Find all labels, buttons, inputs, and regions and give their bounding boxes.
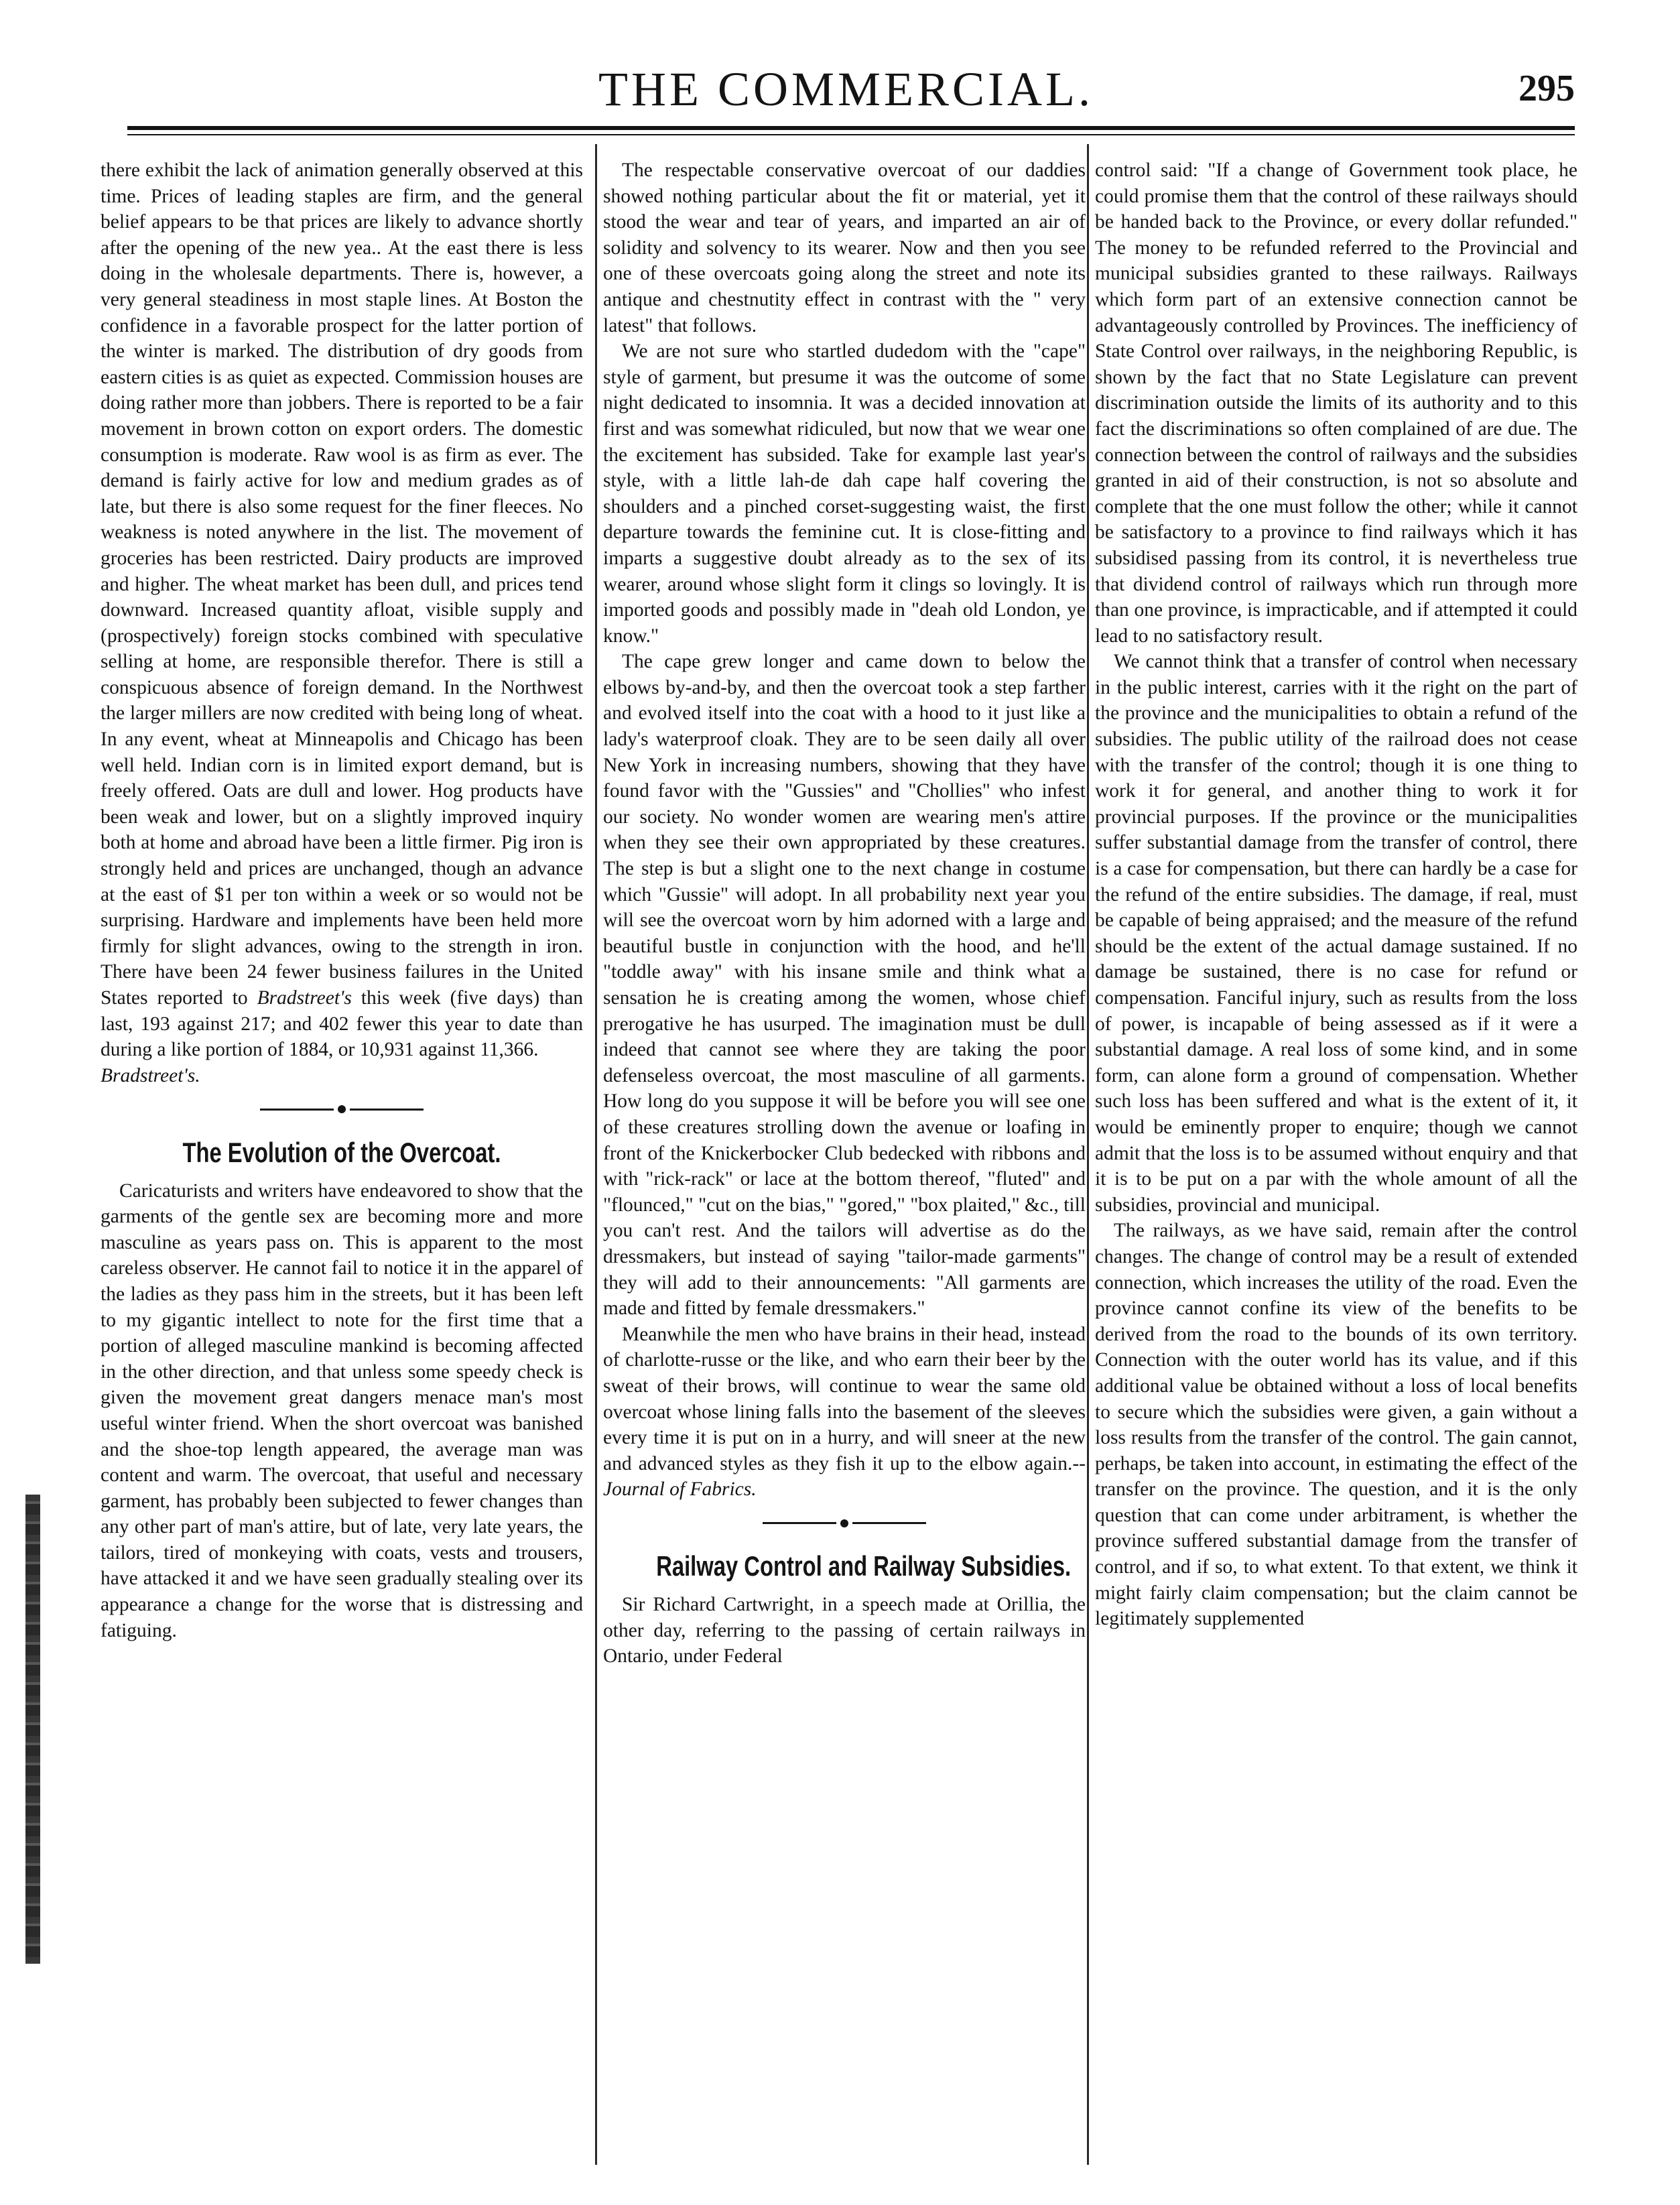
overcoat-paragraph xyxy=(603,1322,1086,1503)
trade-report-source-inline: Bradstreet's xyxy=(257,987,352,1009)
column-1 xyxy=(101,158,583,1643)
column-3 xyxy=(1095,158,1577,1632)
section-ornament xyxy=(101,1095,583,1121)
masthead xyxy=(117,56,1575,123)
header-rule-thick xyxy=(127,126,1575,130)
column-2 xyxy=(603,158,1086,1670)
railway-paragraph: control said: "If a change of Government took place, he could promise them that the control of these railways should be handed back to the Province, or every dollar refunded." The money to be refunded referred to the Provincial and municipal subsidies granted to these railways. Railways which form part of an extensive connection cannot be advantageously controlled by Provinces. The inefficiency of State Control over railways, in the neighboring Republic, is shown by the fact that no State Legislature can prevent discrimination outside the limits of its authority and to this fact the discriminations so often complained of are due. The connection between the control of railways and the subsidies granted in aid of their construction, is not so absolute and complete that the one must follow the other; while it cannot be satisfactory to a province to find railways which it has subsidised passing from its control, it is nevertheless true that dividend control of railways which run through more than one province, is impracticable, and if attempted it could lead to no satisfactory result. xyxy=(1095,160,1577,647)
trade-report-text-end: this week (five days) than last, 193 against 217; and 402 fewer this year to date than during a like portion of 1884, or 10,931 against 11,366. xyxy=(101,987,583,1061)
newspaper-title: THE COMMERCIAL. xyxy=(598,62,1094,116)
railway-article-heading: Railway Control and Railway Subsidies. xyxy=(656,1550,1072,1582)
margin-binding-mark xyxy=(25,1495,40,1964)
overcoat-source: Journal of Fabrics. xyxy=(603,1478,757,1501)
overcoat-paragraph: We are not sure who startled dudedom with the "cape" style of garment, but presume it was the outcome of some night dedicated to insomnia. It was a decided innovation at first and was somewhat ridiculed, but now that we wear one the excitement has subsided. Take for example last year's style, with a little lah-de dah cape half covering the shoulders and a pinched corset-suggesting waist, the first departure towards the feminine cut. It is close-fitting and imparts a suggestive doubt already as to the sex of its wearer, around whose slight form it clings so lovingly. It is imported goods and possibly made in "deah old London, ye know." xyxy=(603,340,1086,647)
overcoat-paragraph: The cape grew longer and came down to below the elbows by-and-by, and then the overcoat took a step farther and evolved itself into the coat with a hood to it just like a lady's waterproof cloak. They are to be seen daily all over New York in increasing numbers, showing that they have found favor with the "Gussies" and "Chollies" who infest our society. No wonder women are wearing men's attire when they see their own appropriated by these creatures. The step is but a slight one to the next change in costume which "Gussie" will adopt. In all probability next year you will see the overcoat worn by him adorned with a large and beautiful bustle in conjunction with the hood, and he'll "toddle away" with his insane smile and think what a sensation he is creating among the women, whose chief prerogative he has usurped. The imagination must be dull indeed that cannot see where they are taking the poor defenseless overcoat, the most masculine of all garments. How long do you suppose it will be before you will see one of these creatures strolling down the avenue or loafing in front of the Knickerbocker Club bedecked with ribbons and with "rick-rack" or lace at the bottom thereof, "fluted" and "flounced," "cut on the bias," "gored," "box plaited," &c., till you can't rest. And the tailors will advertise as do the dressmakers, but instead of saying "tailor-made garments" they will add to their announcements: "All garments are made and fitted by female dressmakers." xyxy=(603,651,1086,1320)
column-divider-1 xyxy=(595,144,597,2165)
section-ornament xyxy=(603,1509,1086,1535)
railway-paragraph: We cannot think that a transfer of control when necessary in the public interest, carries with it the right on the part of the province and the municipalities to obtain a refund of the subsidies. The public utility of the railroad does not cease with the transfer of the control; though it is one thing to work it for general, and another thing to work it for provincial purposes. If the province or the municipalities suffer substantial damage from the transfer of control, there is a case for compensation, but there can hardly be a case for the refund of the entire subsidies. The damage, if real, must be capable of being appraised; and the measure of the refund should be the extent of the actual damage sustained. If no damage be sustained, there is no case for refund or compensation. Fanciful injury, such as results from the loss of power, is incapable of being assessed as if it were a substantial damage. A real loss of some kind, and in some form, can alone form a ground of compensation. Whether such loss has been suffered and what is the extent of it, it would be eminently proper to enquire; though we cannot admit that the loss is to be assumed without enquiry and that it is to be put on a par with the whole amount of all the subsidies, provincial and municipal. xyxy=(1095,651,1577,1216)
trade-report-text: there exhibit the lack of animation generally observed at this time. Prices of leading staples are firm, and the general belief appears to be that prices are likely to advance shortly after the opening of the new yea.. At the east there is less doing in the wholesale departments. There is, however, a very general steadiness in most staple lines. At Boston the confidence in a favorable prospect for the latter portion of the winter is marked. The distribution of dry goods from eastern cities is as quiet as expected. Commission houses are doing rather more than jobbers. There is reported to be a fair movement in brown cotton on export orders. The domestic consumption is moderate. Raw wool is as firm as ever. The demand is fairly active for low and medium grades as of late, but there is also some request for the finer fleeces. No weakness is noted anywhere in the list. The movement of groceries has been restricted. Dairy products are improved and higher. The wheat market has been dull, and prices tend downward. Increased quantity afloat, visible supply and (prospectively) foreign stocks combined with speculative selling at home, are responsible therefor. There is still a conspicuous absence of foreign demand. In the Northwest the larger millers are now credited with being long of wheat. In any event, wheat at Minneapolis and Chicago has been well held. Indian corn is in limited export demand, but is freely offered. Oats are dull and lower. Hog products have been weak and lower, but on a slightly improved inquiry both at home and abroad have been a little firmer. Pig iron is strongly held and prices are unchanged, though an advance at the east of $1 per ton within a week or so would not be surprising. Hardware and implements have been held more firmly for slight advances, owing to the strength in iron. There have been 24 fewer business failures in the United States reported to xyxy=(101,160,583,1009)
trade-report-paragraph xyxy=(101,158,583,1063)
page-number: 295 xyxy=(1519,68,1575,109)
overcoat-paragraph: Caricaturists and writers have endeavored to show that the garments of the gentle sex are becoming more and more masculine as years pass on. This is apparent to the most careless observer. He cannot fail to notice it in the apparel of the ladies as they pass him in the streets, but it has been left to my gigantic intellect to note for the first time that a portion of alleged masculine mankind is becoming affected in the other direction, and that unless some speedy check is given the movement great dangers menace man's most useful winter friend. When the short overcoat was banished and the shoe-top length appeared, the average man was content and warm. The overcoat, that useful and necessary garment, has probably been subjected to fewer changes than any other part of man's attire, but of late, very late years, the tailors, tired of monkeying with coats, vests and trousers, have attacked it and we have seen gradually stealing over its appearance a change for the worse that is distressing and fatiguing. xyxy=(101,1180,583,1641)
overcoat-article-heading: The Evolution of the Overcoat. xyxy=(182,1136,501,1168)
overcoat-paragraph: The respectable conservative overcoat of our daddies showed nothing particular about the fit or material, yet it stood the wear and tear of years, and imparted an air of solidity and solvency to its wearer. Now and then you see one of these overcoats going along the street and note its antique and chestnutity effect in contrast with the " very latest" that follows. xyxy=(603,160,1086,336)
column-divider-2 xyxy=(1087,144,1089,2165)
railway-paragraph: The railways, as we have said, remain after the control changes. The change of control may be a result of extended connection, which increases the utility of the road. Even the province cannot confine its view of the benefits to be derived from the road to the bounds of its own territory. Connection with the outer world has its value, and if this additional value be obtained without a loss of local benefits to secure which the subsidies were given, a gain without a loss results from the transfer of the control. The gain cannot, perhaps, be taken into account, in estimating the effect of the transfer on the province. The question, and it is the only question that can come under arbitrament, is whether the province suffered substantial damage from the transfer of control, and if so, to what extent. To that extent, we think it might fairly claim compensation; but the claim cannot be legitimately supplemented xyxy=(1095,1220,1577,1630)
overcoat-closing-text: Meanwhile the men who have brains in their head, instead of charlotte-russe or the like, and who earn their beer by the sweat of their brows, will continue to wear the same old overcoat whose lining falls into the basement of the sleeves every time it is put on in a hurry, and will sneer at the new and advanced styles as they fish it up to the elbow again.-- xyxy=(603,1323,1086,1474)
header-rule-thin xyxy=(127,134,1575,135)
trade-report-signature: Bradstreet's. xyxy=(101,1064,200,1086)
railway-paragraph: Sir Richard Cartwright, in a speech made at Orillia, the other day, referring to the passing of certain railways in Ontario, under Federal xyxy=(603,1594,1086,1667)
